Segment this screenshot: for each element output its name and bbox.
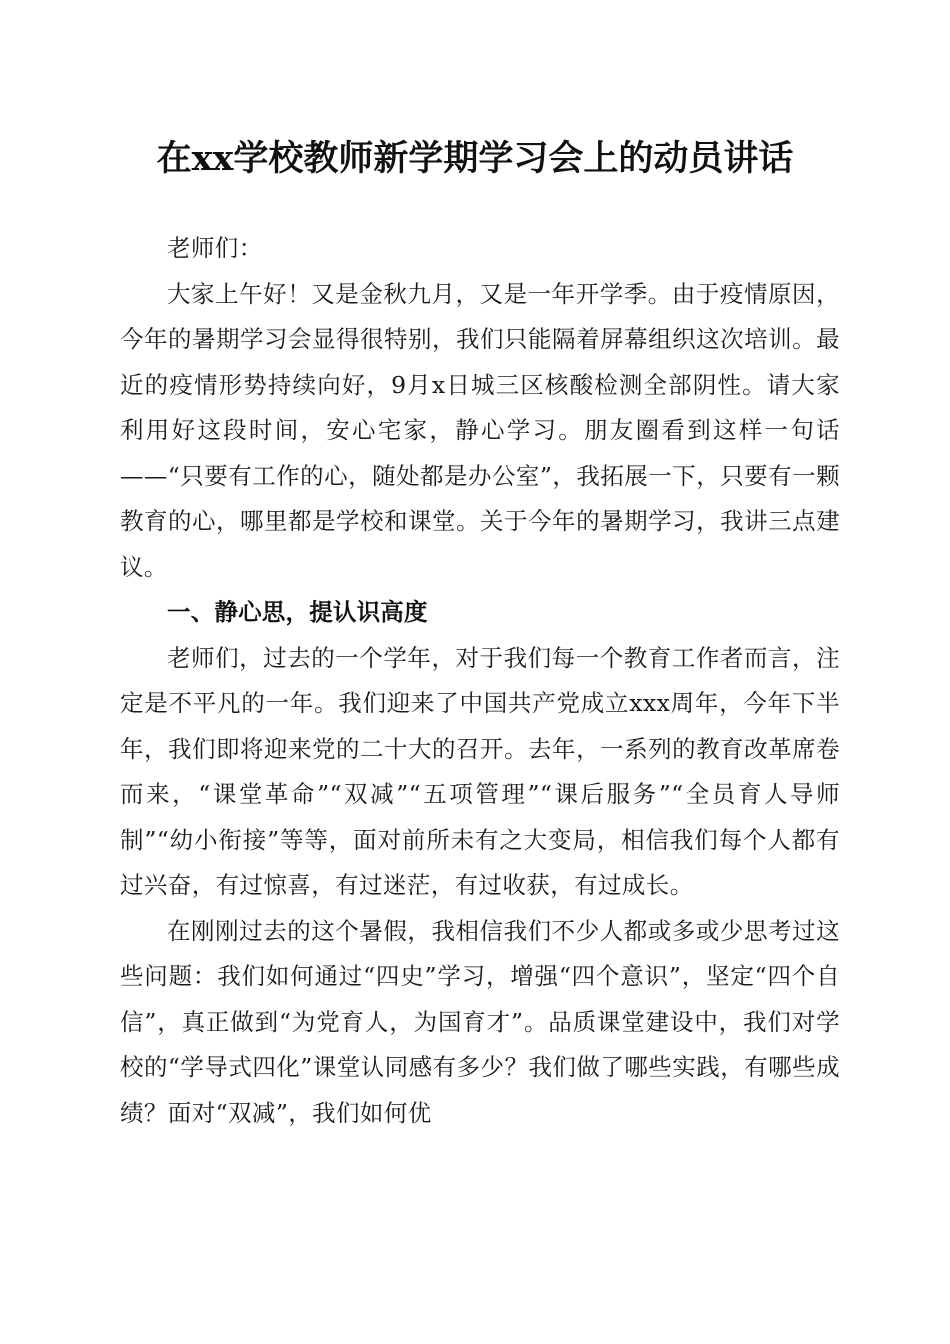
document-body: [120, 226, 840, 1136]
body-paragraph: 老师们，过去的一个学年，对于我们每一个教育工作者而言，注定是不平凡的一年。我们迎来了中国共产党成立xxx周年，今年下半年，我们即将迎来党的二十大的召开。去年，一系列的教育改革席卷而来，“课堂革命”“双减”“五项管理”“课后服务”“全员育人导师制”“幼小衔接”等等，面对前所未有之大变局，相信我们每个人都有过兴奋，有过惊喜，有过迷茫，有过收获，有过成长。: [120, 643, 840, 899]
section-heading: 一、静心思，提认识高度: [167, 598, 428, 626]
salutation: 老师们：: [167, 234, 263, 262]
body-paragraph: 在刚刚过去的这个暑假，我相信我们不少人都或多或少思考过这些问题：我们如何通过“四史”学习，增强“四个意识”，坚定“四个自信”，真正做到“为党育人，为国育才”。品质课堂建设中，我们对学校的“学导式四化”课堂认同感有多少？我们做了哪些实践，有哪些成绩？面对“双减”，我们如何优: [120, 916, 840, 1127]
document-title: 在xx学校教师新学期学习会上的动员讲话: [156, 138, 794, 179]
body-paragraph: 大家上午好！又是金秋九月，又是一年开学季。由于疫情原因，今年的暑期学习会显得很特别，我们只能隔着屏幕组织这次培训。最近的疫情形势持续向好，9月x日城三区核酸检测全部阴性。请大家利用好这段时间，安心宅家，静心学习。朋友圈看到这样一句话——“只要有工作的心，随处都是办公室”，我拓展一下，只要有一颗教育的心，哪里都是学校和课堂。关于今年的暑期学习，我讲三点建议。: [120, 279, 840, 581]
